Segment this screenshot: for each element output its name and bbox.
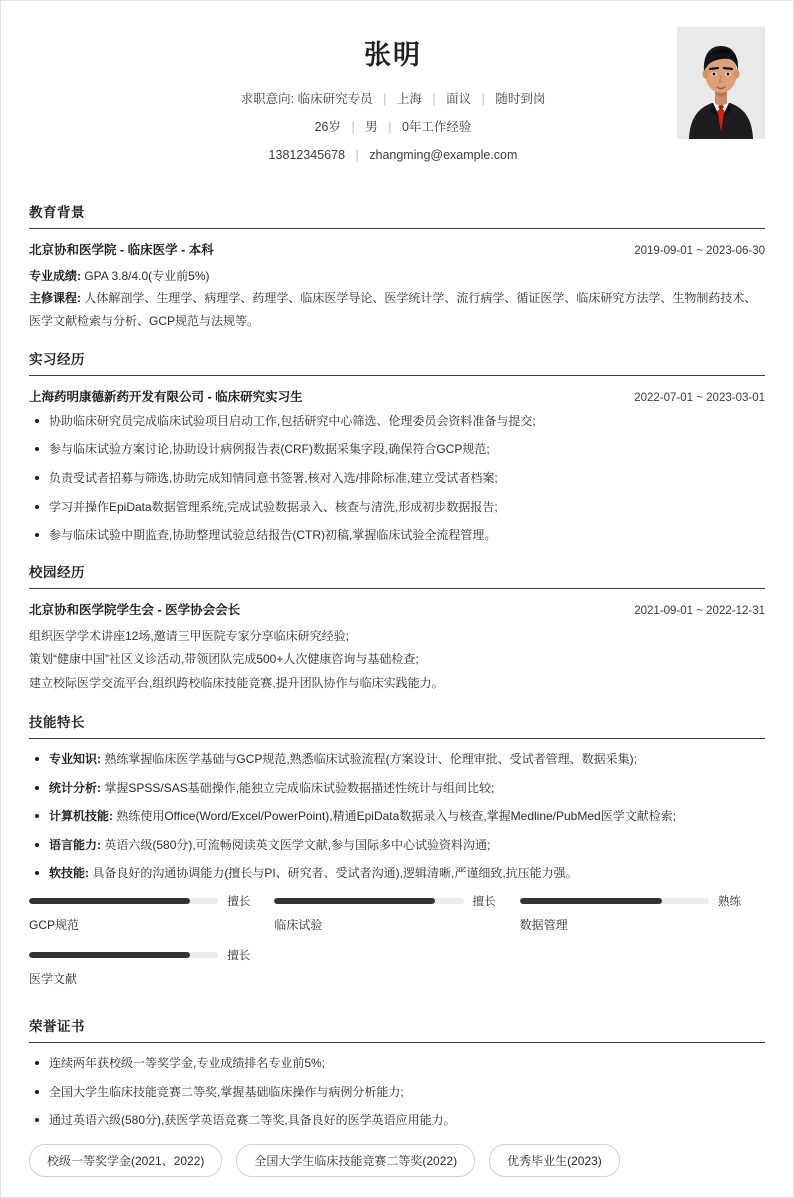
separator: | <box>388 119 392 134</box>
section-honors <box>29 1005 765 1183</box>
campus-line: 策划“健康中国”社区义诊活动,带领团队完成500+人次健康咨询与基础检查; <box>29 652 419 667</box>
page-title: 张明 <box>364 40 422 70</box>
skill-bar-row <box>520 893 741 909</box>
section-education <box>29 191 765 332</box>
resume-header <box>29 19 765 191</box>
section-title-internship: 实习经历 <box>29 351 85 367</box>
skill-bar-item <box>29 947 274 987</box>
avatar <box>677 27 765 139</box>
skill-text: 掌握SPSS/SAS基础操作,能独立完成临床试验数据描述性统计与组间比较; <box>104 780 495 795</box>
skill-name-label: 数据管理 <box>519 917 568 932</box>
education-gpa <box>29 265 765 287</box>
skill-label: 计算机技能: <box>49 809 113 824</box>
separator: | <box>351 119 355 134</box>
skill-progress-track <box>29 952 218 958</box>
skill-text: 熟练使用Office(Word/Excel/PowerPoint),精通EpiData数据录入与核查,掌握Medline/PubMed医学文献检索; <box>116 809 677 824</box>
skills-bullets <box>29 750 765 883</box>
skill-progress-fill <box>29 952 190 958</box>
skill-label: 专业知识: <box>49 751 101 766</box>
objective-city: 上海 <box>396 92 422 106</box>
internship-date: 2022-07-01 ~ 2023-03-01 <box>634 391 765 404</box>
objective-line <box>109 90 677 109</box>
skill-label: 软技能: <box>49 866 89 881</box>
honors-tag-row <box>29 1144 765 1183</box>
section-divider <box>29 228 765 229</box>
section-divider <box>29 1042 765 1043</box>
section-internship <box>29 338 765 545</box>
section-title-education: 教育背景 <box>29 205 85 221</box>
section-title-honors: 荣誉证书 <box>29 1018 85 1034</box>
skill-bar-row <box>29 893 250 909</box>
skill-name-label: 临床试验 <box>274 917 323 932</box>
skill-name-label: 医学文献 <box>29 971 78 986</box>
skill-text: 具备良好的沟通协调能力(擅长与PI、研究者、受试者沟通),逻辑清晰,严谨细致,抗压能力强。 <box>92 866 578 881</box>
list-item <box>29 807 765 826</box>
education-courses-label: 主修课程: <box>29 291 81 306</box>
skill-progress-track <box>520 898 709 904</box>
objective-position: 临床研究专员 <box>297 92 373 106</box>
personal-gender: 男 <box>365 119 378 134</box>
skill-bar-item <box>520 893 765 933</box>
section-campus <box>29 551 765 695</box>
separator: | <box>432 92 436 106</box>
campus-line: 建立校际医学交流平台,组织跨校临床技能竞赛,提升团队协作与临床实践能力。 <box>29 675 444 690</box>
header-main <box>29 27 677 173</box>
objective-salary: 面议 <box>446 92 472 106</box>
entry-head <box>29 600 765 618</box>
list-item: 学习并操作EpiData数据管理系统,完成试验数据录入、核查与清洗,形成初步数据报告; <box>29 498 765 517</box>
skill-progress-track <box>274 898 463 904</box>
list-item: 负责受试者招募与筛选,协助完成知情同意书签署,核对入选/排除标准,建立受试者档案; <box>29 469 765 488</box>
campus-date: 2021-09-01 ~ 2022-12-31 <box>634 604 765 617</box>
skill-progress-fill <box>29 898 190 904</box>
list-item: 协助临床研究员完成临床试验项目启动工作,包括研究中心筛选、伦理委员会资料准备与提交; <box>29 412 765 431</box>
skill-label: 语言能力: <box>49 837 101 852</box>
skill-bar-row <box>274 893 495 909</box>
education-entry <box>29 240 765 332</box>
campus-entry <box>29 600 765 695</box>
separator: | <box>481 92 485 106</box>
education-date: 2019-09-01 ~ 2023-06-30 <box>634 245 765 258</box>
skill-level-label: 擅长 <box>227 949 251 962</box>
skill-progress-track <box>29 898 218 904</box>
objective-label: 求职意向: <box>240 92 295 106</box>
separator: | <box>383 92 387 106</box>
internship-bullets <box>29 412 765 545</box>
campus-title: 北京协和医学院学生会 - 医学协会会长 <box>29 602 241 617</box>
contact-phone: 13812345678 <box>268 147 346 162</box>
skill-text: 英语六级(580分),可流畅阅读英文医学文献,参与国际多中心试验资料沟通; <box>104 837 491 852</box>
skill-text: 熟练掌握临床医学基础与GCP规范,熟悉临床试验流程(方案设计、伦理审批、受试者管理、数据采集); <box>104 751 638 766</box>
personal-experience: 0年工作经验 <box>401 119 472 134</box>
skill-label: 统计分析: <box>49 780 101 795</box>
entry-head <box>29 240 765 258</box>
skill-progress-fill <box>274 898 435 904</box>
status-badge: 全国大学生临床技能竞赛二等奖(2022) <box>236 1144 475 1177</box>
section-divider <box>29 738 765 739</box>
entry-head <box>29 387 765 405</box>
list-item: 参与临床试验方案讨论,协助设计病例报告表(CRF)数据采集字段,确保符合GCP规范; <box>29 440 765 459</box>
skill-bar-item <box>29 893 274 933</box>
skill-level-label: 熟练 <box>717 895 741 908</box>
skill-bar-item <box>274 893 519 933</box>
skill-name-label: GCP规范 <box>29 917 80 932</box>
section-skills <box>29 701 765 1001</box>
internship-title: 上海药明康德新药开发有限公司 - 临床研究实习生 <box>29 389 303 404</box>
separator: | <box>355 147 359 162</box>
education-courses-value: 人体解剖学、生理学、病理学、药理学、临床医学导论、医学统计学、流行病学、循证医学、临床研究方法学、生物制药技术、医学文献检索与分析、GCP规范与法规等。 <box>29 291 757 328</box>
section-title-campus: 校园经历 <box>29 564 85 580</box>
list-item: 参与临床试验中期监查,协助整理试验总结报告(CTR)初稿,掌握临床试验全流程管理。 <box>29 526 765 545</box>
list-item: 通过英语六级(580分),获医学英语竞赛二等奖,具备良好的医学英语应用能力。 <box>29 1111 765 1130</box>
personal-age: 26岁 <box>314 119 341 134</box>
list-item: 全国大学生临床技能竞赛二等奖,掌握基础临床操作与病例分析能力; <box>29 1083 765 1102</box>
section-title-skills: 技能特长 <box>29 714 85 730</box>
internship-entry <box>29 387 765 545</box>
skill-level-label: 擅长 <box>227 895 251 908</box>
honors-bullets <box>29 1054 765 1130</box>
contact-email: zhangming@example.com <box>369 147 518 162</box>
campus-lines <box>29 625 765 695</box>
personal-line <box>109 118 677 137</box>
education-courses <box>29 287 765 331</box>
list-item <box>29 864 765 883</box>
education-title: 北京协和医学院 - 临床医学 - 本科 <box>29 243 214 258</box>
skill-bar-grid <box>29 893 765 1001</box>
status-badge: 校级一等奖学金(2021、2022) <box>29 1144 222 1177</box>
status-badge: 优秀毕业生(2023) <box>489 1144 620 1177</box>
skill-bar-row <box>29 947 250 963</box>
campus-line: 组织医学学术讲座12场,邀请三甲医院专家分享临床研究经验; <box>29 628 350 643</box>
list-item <box>29 836 765 855</box>
skill-level-label: 擅长 <box>472 895 496 908</box>
contact-line <box>109 146 677 165</box>
list-item: 连续两年获校级一等奖学金,专业成绩排名专业前5%; <box>29 1054 765 1073</box>
list-item <box>29 750 765 769</box>
section-divider <box>29 588 765 589</box>
education-gpa-value: GPA 3.8/4.0(专业前5%) <box>84 269 210 284</box>
education-gpa-label: 专业成绩: <box>29 269 81 284</box>
skill-progress-fill <box>520 898 662 904</box>
list-item <box>29 779 765 798</box>
objective-availability: 随时到岗 <box>495 92 546 106</box>
section-divider <box>29 375 765 376</box>
